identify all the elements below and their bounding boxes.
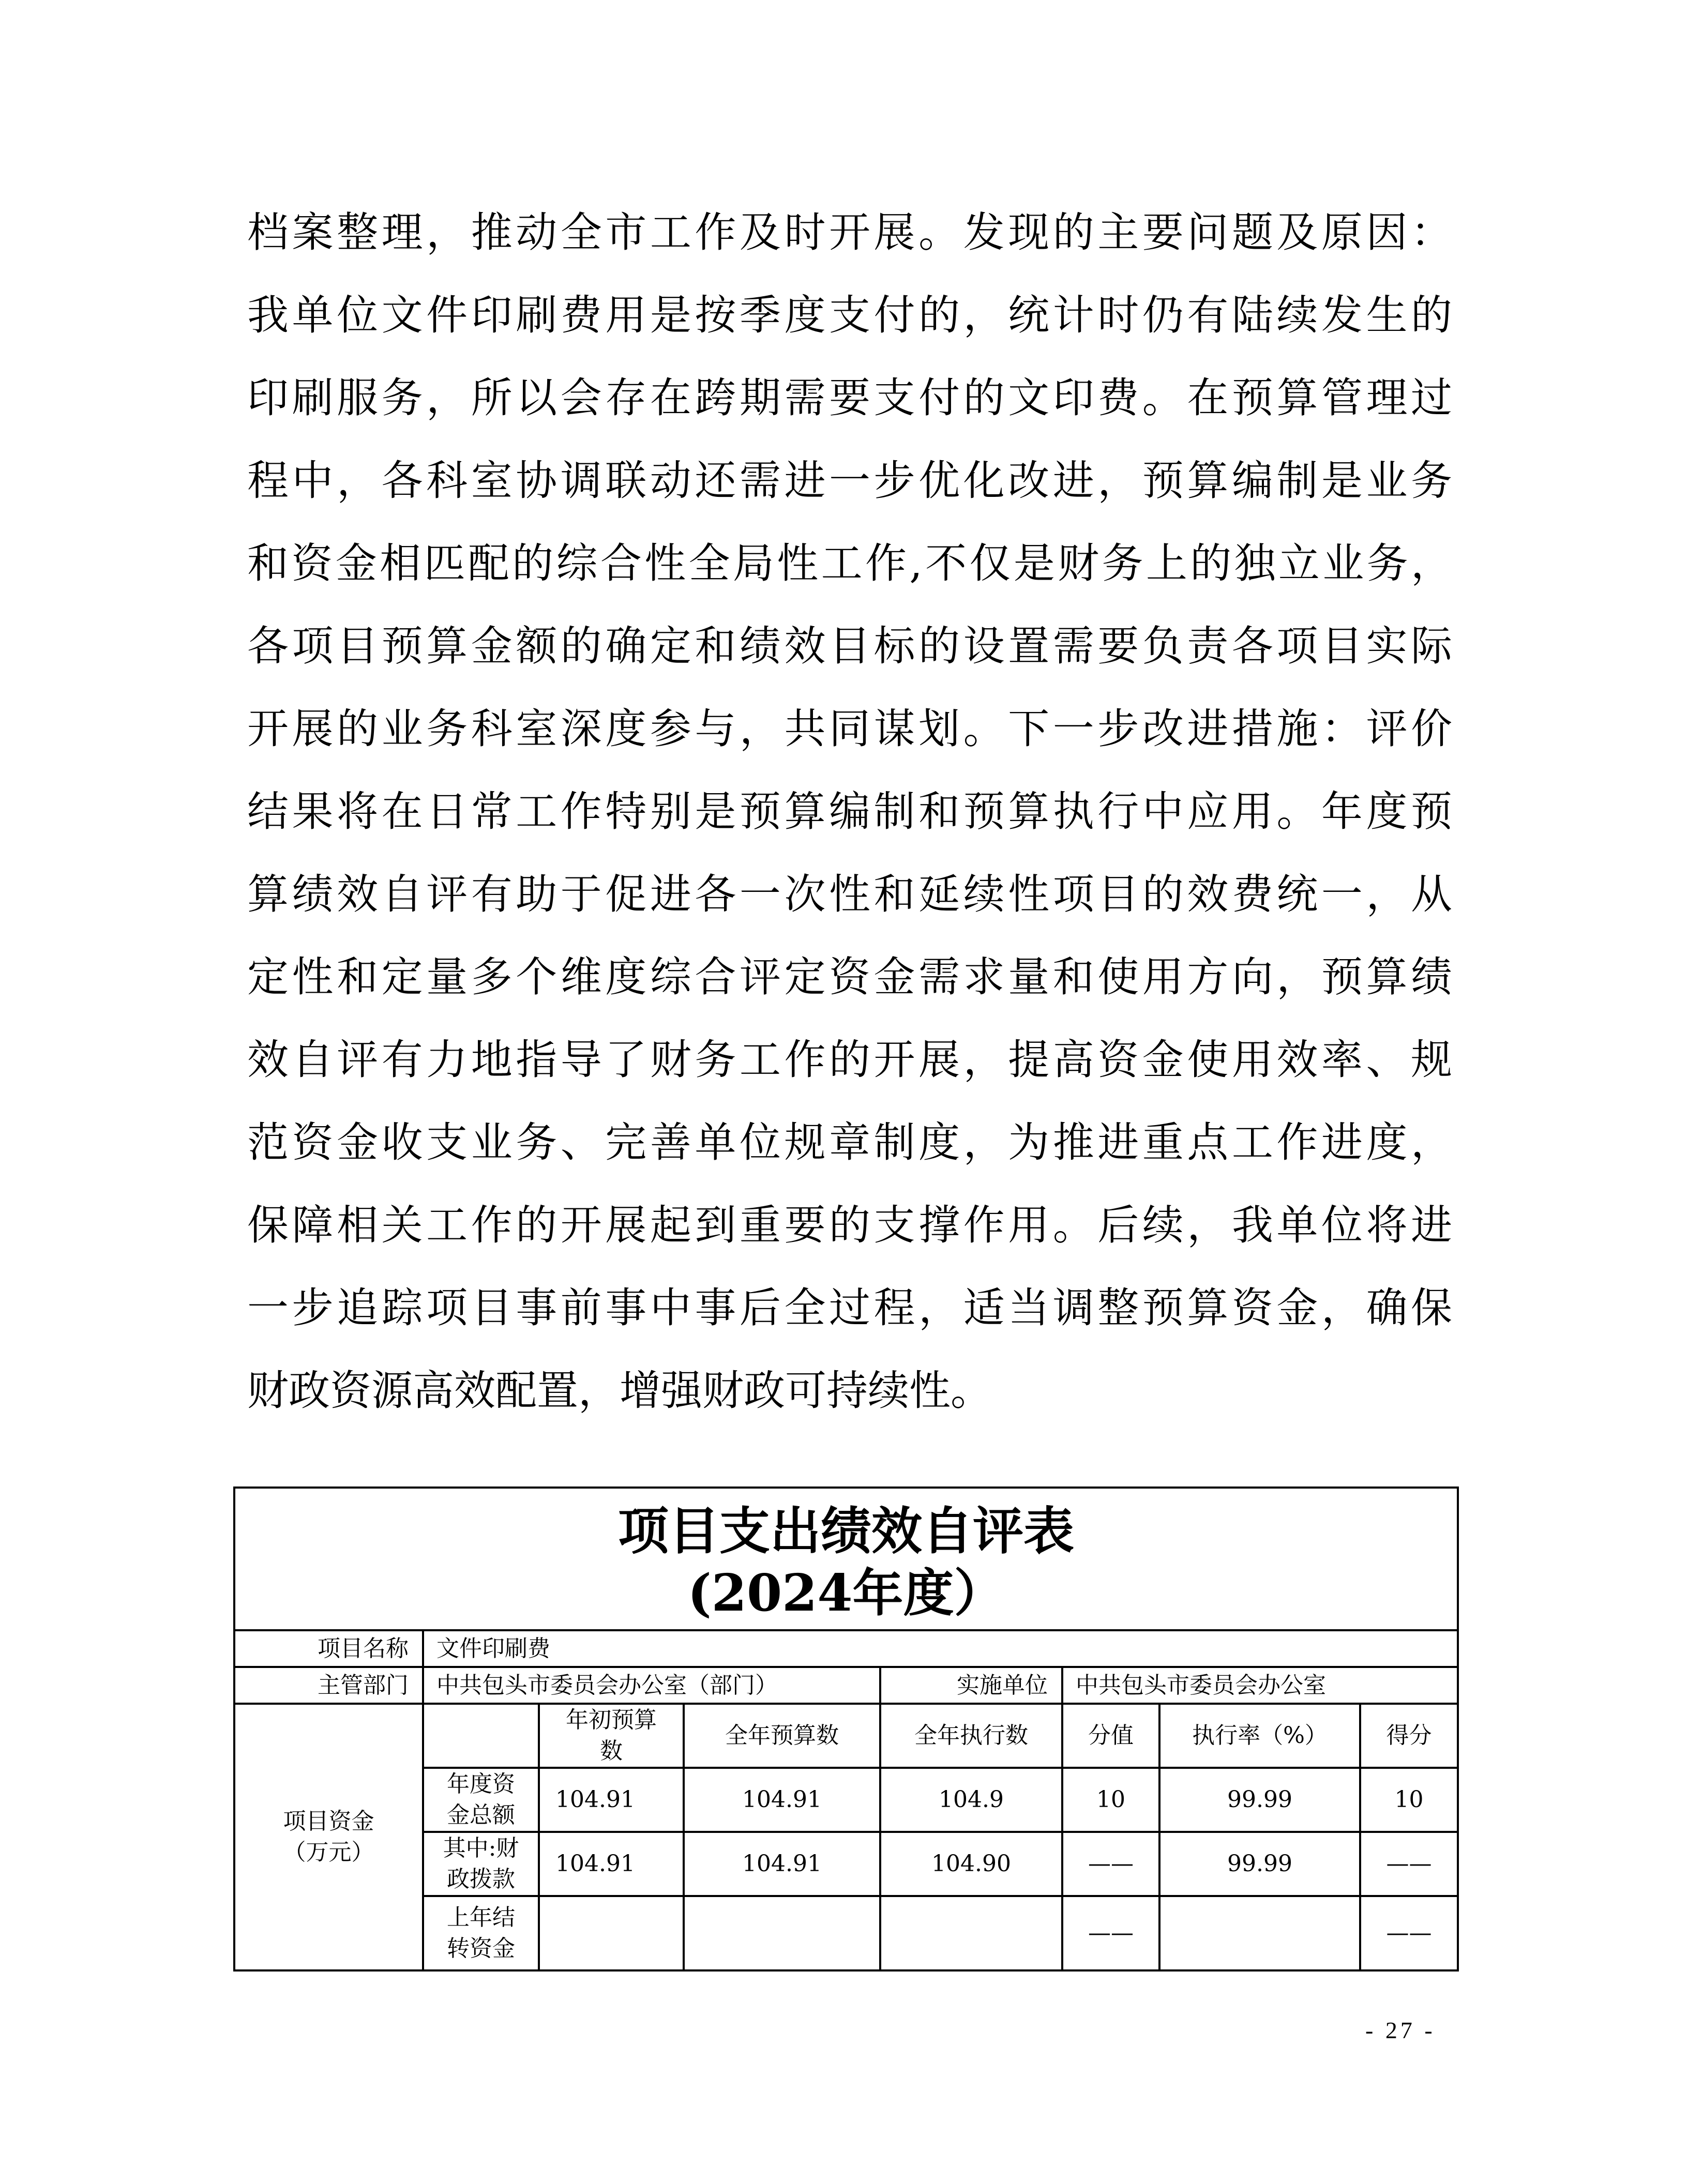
row-label: 其中:财政拨款: [423, 1832, 539, 1896]
cell-annual-budget: 104.91: [684, 1832, 880, 1896]
cell-score: ——: [1360, 1896, 1458, 1970]
table-title-main: 项目支出绩效自评表: [618, 1502, 1075, 1561]
paragraph-line: 我单位文件印刷费用是按季度支付的，统计时仍有陆续发生的: [247, 291, 1452, 339]
paragraph-line: 各项目预算金额的确定和绩效目标的设置需要负责各项目实际: [247, 622, 1452, 670]
cell-initial-budget: 104.91: [539, 1768, 684, 1832]
paragraph-line: 一步追踪项目事前事中事后全过程，适当调整预算资金，确保: [247, 1284, 1452, 1332]
paragraph-line: 效自评有力地指导了财务工作的开展，提高资金使用效率、规: [247, 1036, 1452, 1084]
paragraph-line: 保障相关工作的开展起到重要的支撑作用。后续，我单位将进: [247, 1201, 1452, 1249]
cell-executed: 104.9: [880, 1768, 1062, 1832]
cell-executed: [880, 1896, 1062, 1970]
paragraph-line: 算绩效自评有助于促进各一次性和延续性项目的效费统一，从: [247, 870, 1452, 918]
paragraph-line: 开展的业务科室深度参与，共同谋划。下一步改进措施：评价: [247, 705, 1452, 753]
table-title-year: (2024年度）: [687, 1564, 1005, 1623]
cell-exec-rate: [1159, 1896, 1360, 1970]
cell-score-value: ——: [1062, 1832, 1159, 1896]
row-label: 年度资金总额: [423, 1768, 539, 1832]
cell-score-value: 10: [1062, 1768, 1159, 1832]
project-funds-label-line1: 项目资金: [283, 1808, 374, 1834]
header-initial-budget: 年初预算数: [539, 1704, 684, 1768]
header-blank: [423, 1704, 539, 1768]
cell-annual-budget: 104.91: [684, 1768, 880, 1832]
header-executed: 全年执行数: [880, 1704, 1062, 1768]
cell-initial-budget: 104.91: [539, 1832, 684, 1896]
cell-score: 10: [1360, 1768, 1458, 1832]
implementer-label: 实施单位: [880, 1667, 1062, 1704]
paragraph-line: 档案整理，推动全市工作及时开展。发现的主要问题及原因：: [247, 208, 1452, 256]
project-funds-label-line2: （万元）: [283, 1839, 374, 1866]
row-label: 上年结转资金: [423, 1896, 539, 1970]
paragraph-line: 定性和定量多个维度综合评定资金需求量和使用方向，预算绩: [247, 953, 1452, 1001]
cell-exec-rate: 99.99: [1159, 1832, 1360, 1896]
body-paragraph: [247, 191, 1452, 1432]
header-annual-budget: 全年预算数: [684, 1704, 880, 1768]
project-name-label: 项目名称: [234, 1630, 423, 1667]
header-score: 得分: [1360, 1704, 1458, 1768]
implementer-value: 中共包头市委员会办公室: [1062, 1667, 1458, 1704]
page-number: - 27 -: [1365, 2017, 1436, 2043]
cell-executed: 104.90: [880, 1832, 1062, 1896]
paragraph-line: 范资金收支业务、完善单位规章制度，为推进重点工作进度，: [247, 1118, 1452, 1166]
paragraph-line: 和资金相匹配的综合性全局性工作,不仅是财务上的独立业务，: [247, 539, 1452, 587]
cell-initial-budget: [539, 1896, 684, 1970]
cell-annual-budget: [684, 1896, 880, 1970]
performance-self-evaluation-table: [233, 1487, 1459, 1971]
cell-score-value: ——: [1062, 1896, 1159, 1970]
paragraph-line: 结果将在日常工作特别是预算编制和预算执行中应用。年度预: [247, 787, 1452, 836]
header-score-value: 分值: [1062, 1704, 1159, 1768]
project-name-value: 文件印刷费: [423, 1630, 1458, 1667]
project-funds-label: [234, 1704, 423, 1970]
cell-exec-rate: 99.99: [1159, 1768, 1360, 1832]
cell-score: ——: [1360, 1832, 1458, 1896]
supervisor-label: 主管部门: [234, 1667, 423, 1704]
table-title: [234, 1488, 1458, 1630]
header-exec-rate: 执行率（%）: [1159, 1704, 1360, 1768]
paragraph-line: 程中，各科室协调联动还需进一步优化改进，预算编制是业务: [247, 457, 1452, 505]
paragraph-line: 印刷服务，所以会存在跨期需要支付的文印费。在预算管理过: [247, 374, 1452, 422]
supervisor-value: 中共包头市委员会办公室（部门）: [423, 1667, 880, 1704]
paragraph-line: 财政资源高效配置，增强财政可持续性。: [247, 1367, 992, 1415]
